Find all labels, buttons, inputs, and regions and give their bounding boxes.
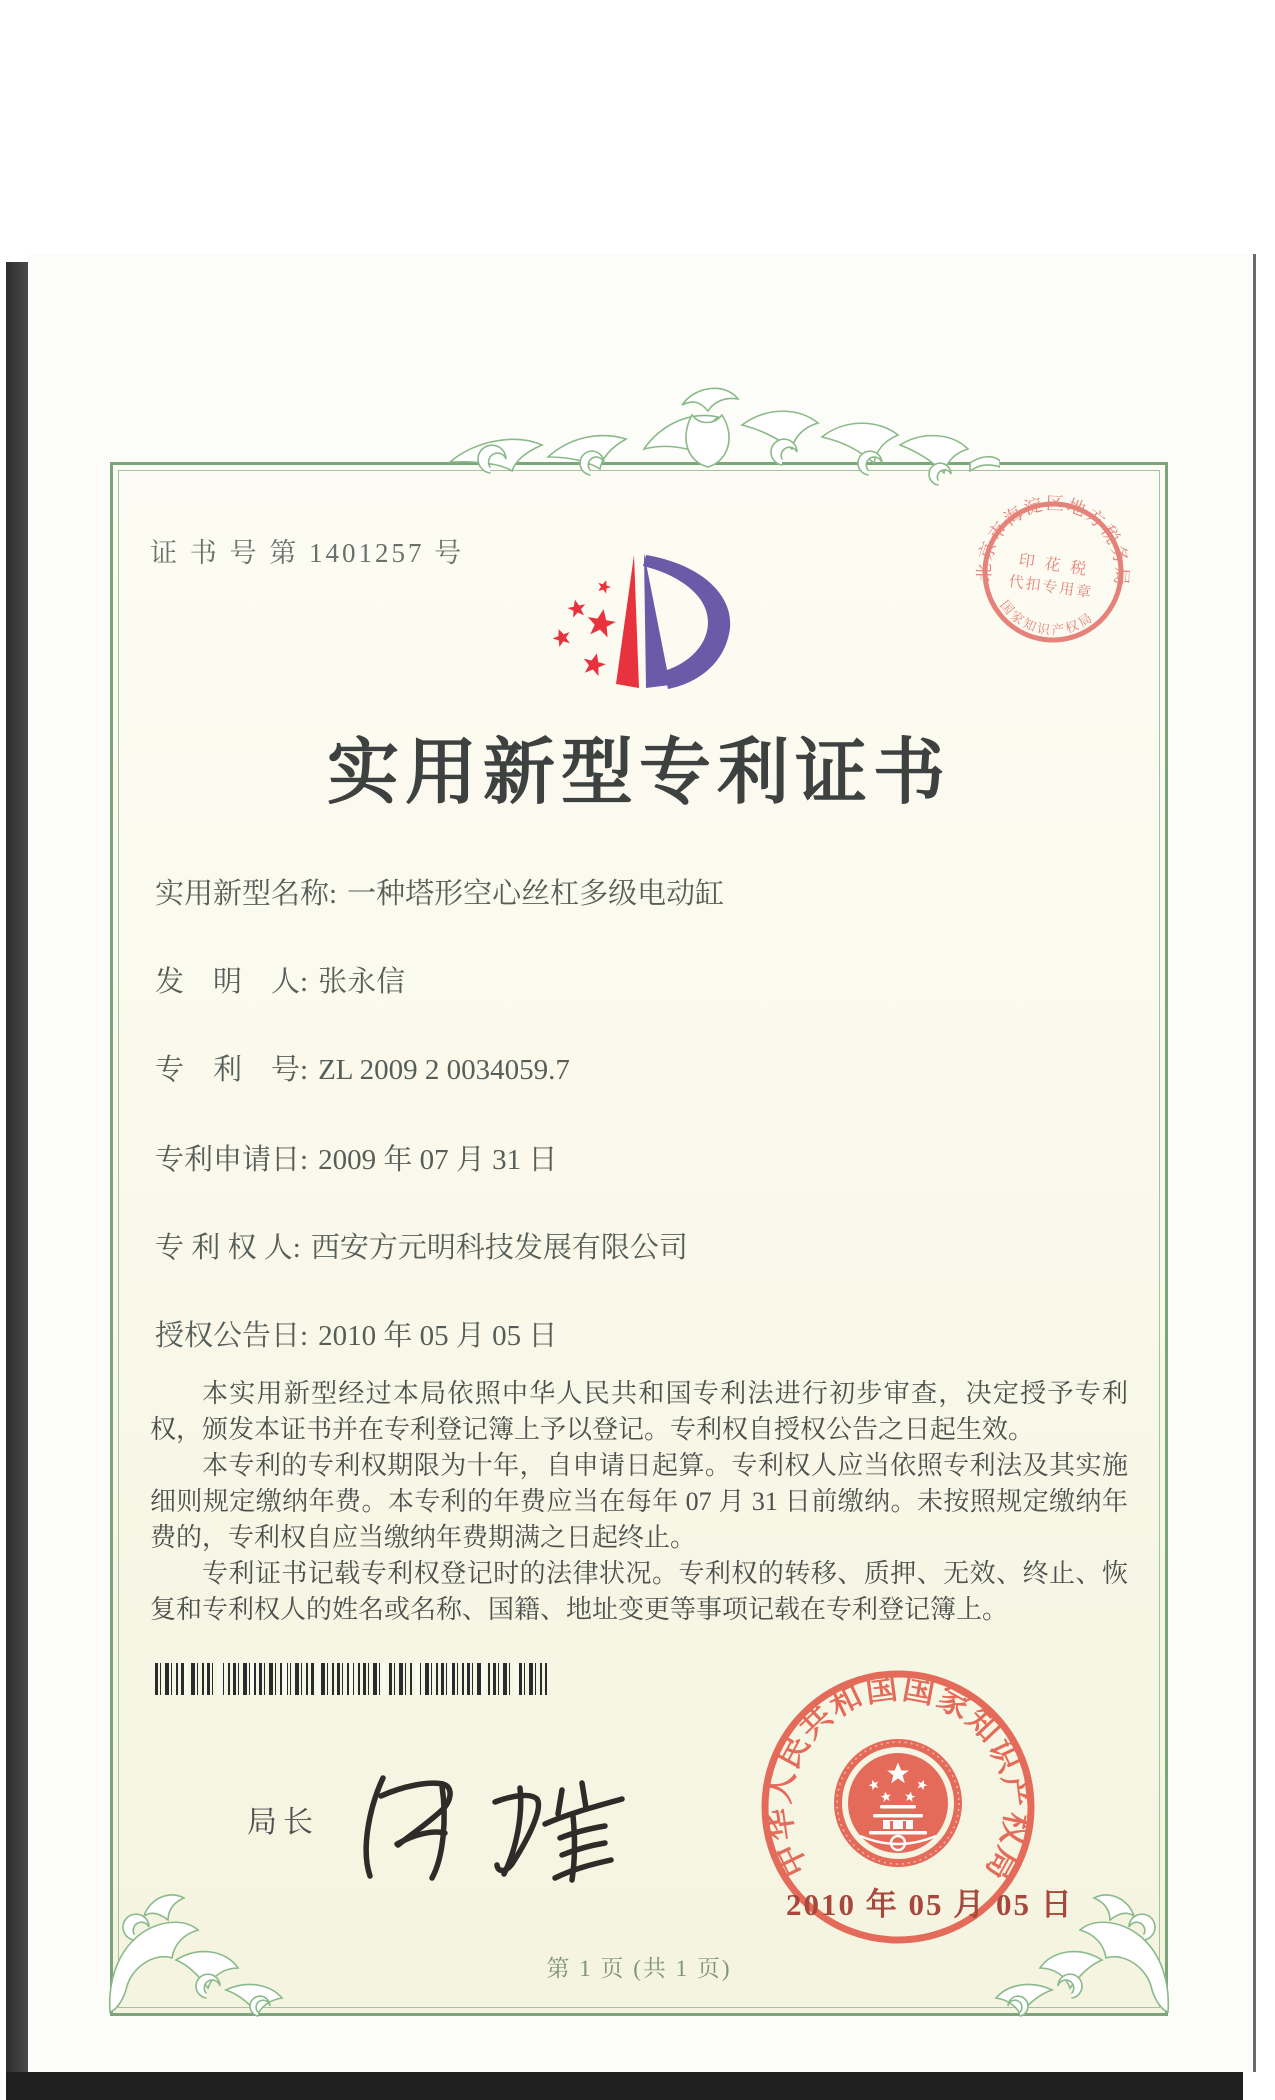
field-row-inventor <box>155 959 1115 1000</box>
body-paragraph-3: 专利证书记载专利权登记时的法律状况。专利权的转移、质押、无效、终止、恢复和专利权人的姓名或名称、国籍、地址变更等事项记载在专利登记簿上。 <box>150 1559 1128 1624</box>
field-value: 西安方元明科技发展有限公司 <box>310 1232 688 1264</box>
national-emblem <box>837 1742 959 1864</box>
field-row-patentee <box>155 1225 1115 1266</box>
field-label: 授权公告日: <box>155 1320 309 1352</box>
field-value: 张永信 <box>318 966 406 998</box>
border-ornament-bottom-left <box>86 1880 296 2022</box>
certificate-number: 证 书 号 第 1401257 号 <box>150 538 465 568</box>
page-number-footer: 第 1 页 (共 1 页) <box>546 1956 732 1981</box>
field-value: 2009 年 07 月 31 日 <box>318 1144 558 1176</box>
field-value: 一种塔形空心丝杠多级电动缸 <box>347 878 725 910</box>
field-label: 专 利 号: <box>155 1054 309 1086</box>
tax-stamp-bottom-arc-text: 国家知识产权局 <box>997 597 1097 638</box>
body-paragraph-1: 本实用新型经过本局依照中华人民共和国专利法进行初步审查，决定授予专利权，颁发本证书并在专利登记簿上予以登记。专利权自授权公告之日起生效。 <box>150 1379 1128 1444</box>
tax-stamp-top-arc-text: 北京市海淀区地方税务局 <box>974 493 1133 588</box>
field-row-patent-number <box>155 1047 1115 1088</box>
scan-left-dark-band <box>6 262 28 2100</box>
field-value: ZL 2009 2 0034059.7 <box>318 1054 570 1086</box>
tax-withholding-stamp <box>965 484 1141 660</box>
field-row-grant-date <box>155 1313 1115 1354</box>
field-label: 发 明 人: <box>155 966 309 998</box>
director-signature-tian-lipu <box>325 1748 625 1913</box>
legal-body-text <box>150 1376 1128 1628</box>
issue-date: 2010 年 05 月 05 日 <box>786 1887 1074 1922</box>
barcode <box>155 1663 547 1695</box>
director-label: 局长 <box>247 1806 319 1839</box>
field-row-filing-date <box>155 1137 1115 1178</box>
border-ornament-top-dragon <box>430 345 1000 530</box>
field-label: 专 利 权 人: <box>155 1232 301 1264</box>
field-value: 2010 年 05 月 05 日 <box>318 1320 558 1352</box>
tax-stamp-center-line1: 印 花 税 <box>1017 552 1091 579</box>
certificate-title: 实用新型专利证书 <box>326 733 951 813</box>
body-paragraph-2: 本专利的专利权期限为十年，自申请日起算。专利权人应当依照专利法及其实施细则规定缴纳年费。本专利的年费应当在每年 07 月 31 日前缴纳。未按照规定缴纳年费的，专利权自应当缴纳年费期满之日起终止。 <box>150 1451 1128 1552</box>
seal-ring-text: 中华人民共和国国家知识产权局 <box>759 1669 1037 1889</box>
field-label: 实用新型名称: <box>155 878 338 910</box>
field-row-utility-model-name <box>155 871 1115 912</box>
tax-stamp-center-line2: 代扣专用章 <box>1007 574 1094 602</box>
field-label: 专利申请日: <box>155 1144 309 1176</box>
svg-text:国家知识产权局 <box>994 596 1098 644</box>
scan-bottom-dark-band <box>6 2072 1243 2100</box>
paper-right-edge-shadow <box>1253 254 1256 2072</box>
cnipa-ip-logo <box>540 537 750 707</box>
